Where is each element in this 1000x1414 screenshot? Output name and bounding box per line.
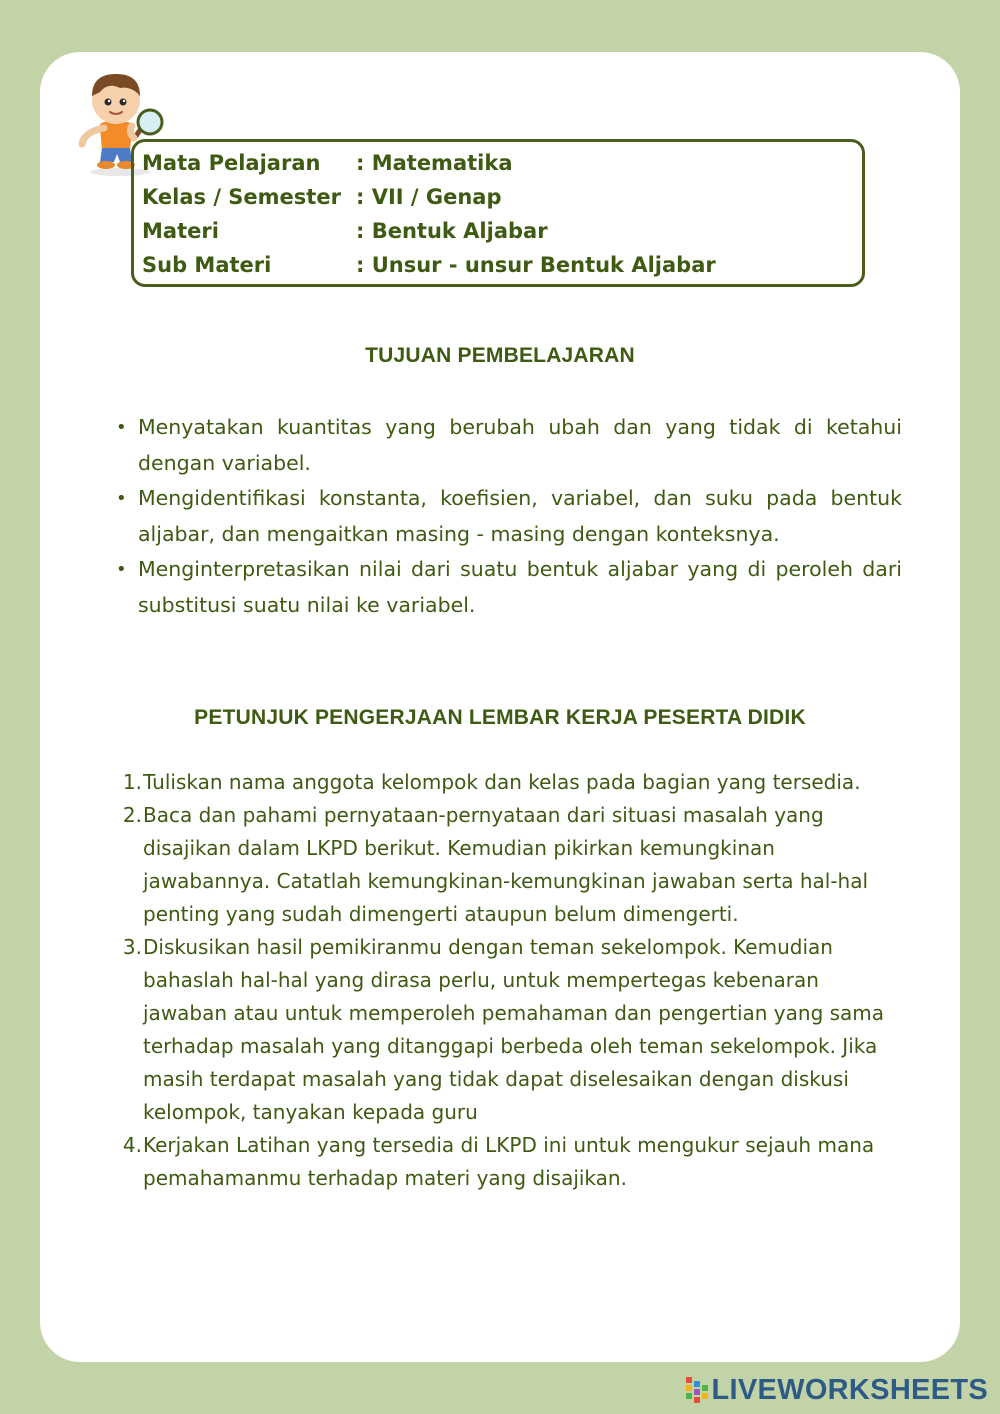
step-text: Kerjakan Latihan yang tersedia di LKPD ini untuk mengukur sejauh mana pemahamanmu terhadap materi yang disajikan. [143, 1133, 875, 1190]
goal-text: Menginterpretasikan nilai dari suatu bentuk aljabar yang di peroleh dari substitusi suatu nilai ke variabel. [138, 557, 902, 617]
list-item [112, 481, 902, 552]
step-text: Diskusikan hasil pemikiranmu dengan teman sekelompok. Kemudian bahaslah hal-hal yang dirasa perlu, untuk mempertegas kebenaran jawaban atau untuk memperoleh pemahaman dan pengertian yang sama terhadap masalah yang ditanggapi berbeda oleh teman sekelompok. Jika masih terdapat masalah yang tidak dapat diselesaikan dengan diskusi kelompok, tanyakan kepada guru [143, 935, 885, 1124]
instructions-heading: PETUNJUK PENGERJAAN LEMBAR KERJA PESERTA DIDIK [194, 706, 806, 729]
learning-goals-list [112, 410, 902, 623]
learning-goals-heading: TUJUAN PEMBELAJARAN [365, 344, 635, 367]
step-text: Baca dan pahami pernyataan-pernyataan dari situasi masalah yang disajikan dalam LKPD berikut. Kemudian pikirkan kemungkinan jawabannya. Catatlah kemungkinan-kemungkinan jawaban serta hal-hal penting yang sudah dimengerti ataupun belum dimengerti. [143, 803, 869, 926]
info-value: : Bentuk Aljabar [356, 219, 548, 243]
list-item [112, 931, 902, 1129]
info-value: : VII / Genap [356, 185, 502, 209]
instructions-list [112, 766, 902, 1195]
list-item [112, 552, 902, 623]
step-number: 1. [122, 770, 142, 794]
brand-name: LIVEWORKSHEETS [711, 1373, 988, 1406]
step-number: 4. [122, 1133, 142, 1157]
step-number: 3. [122, 935, 142, 959]
info-label: Materi [142, 219, 219, 243]
list-item [112, 766, 902, 799]
goal-text: Menyatakan kuantitas yang berubah ubah dan yang tidak di ketahui dengan variabel. [138, 415, 902, 475]
info-label: Sub Materi [142, 253, 272, 277]
bullet-icon: • [116, 417, 127, 438]
liveworksheets-brand[interactable] [686, 1372, 989, 1408]
bullet-icon: • [116, 559, 127, 580]
step-text: Tuliskan nama anggota kelompok dan kelas pada bagian yang tersedia. [143, 770, 861, 794]
list-item [112, 410, 902, 481]
info-label: Mata Pelajaran [142, 151, 321, 175]
list-item [112, 799, 902, 931]
info-value: : Matematika [356, 151, 513, 175]
liveworksheets-logo-icon [686, 1375, 708, 1405]
list-item [112, 1129, 902, 1195]
info-value: : Unsur - unsur Bentuk Aljabar [356, 253, 716, 277]
subject-info-box [131, 139, 865, 287]
step-number: 2. [122, 803, 142, 827]
info-label: Kelas / Semester [142, 185, 341, 209]
goal-text: Mengidentifikasi konstanta, koefisien, variabel, dan suku pada bentuk aljabar, dan mengaitkan masing - masing dengan konteksnya. [138, 486, 902, 546]
bullet-icon: • [116, 488, 127, 509]
